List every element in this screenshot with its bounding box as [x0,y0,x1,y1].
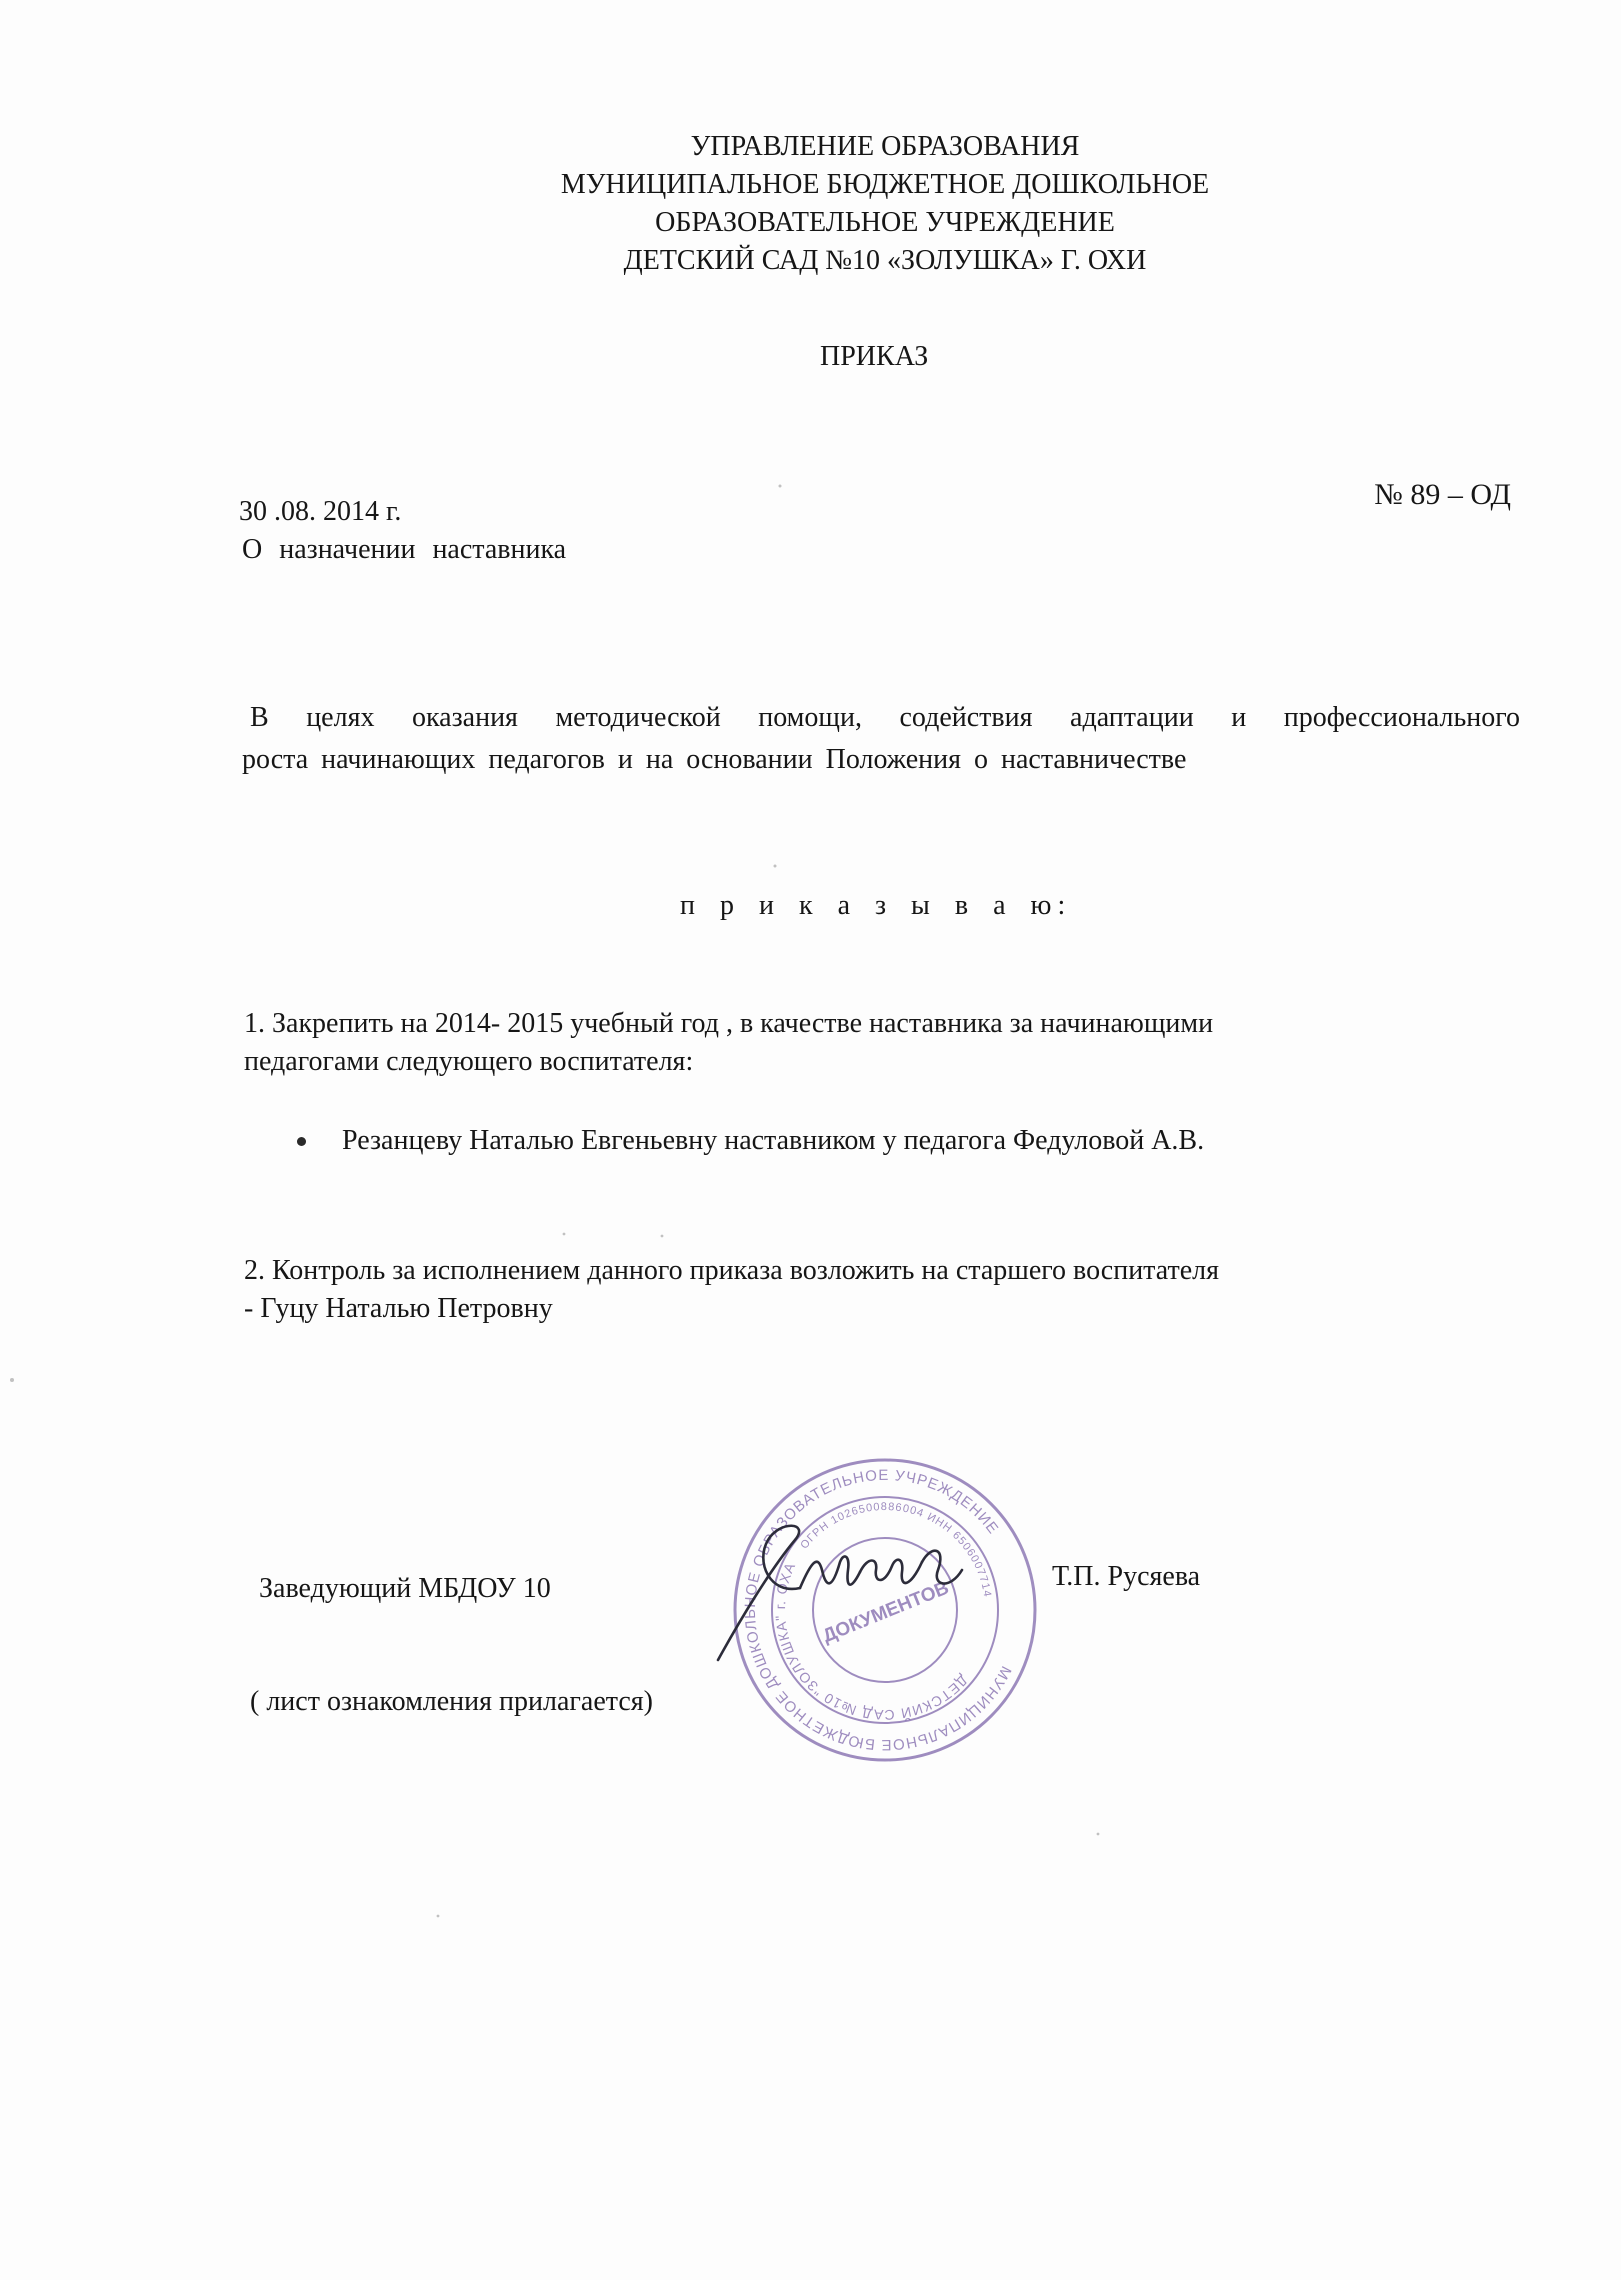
header-line-1: УПРАВЛЕНИЕ ОБРАЗОВАНИЯ [690,131,1080,162]
signatory-title: Заведующий МБДОУ 10 [259,1573,551,1604]
seal-center-text: ДОКУМЕНТОВ [819,1577,953,1648]
bullet-icon [297,1137,306,1146]
preamble [242,697,1520,781]
header-line-2: МУНИЦИПАЛЬНОЕ БЮДЖЕТНОЕ ДОШКОЛЬНОЕ [560,169,1210,200]
order-item-1-line-1: 1. Закрепить на 2014- 2015 учебный год , в качестве наставника за начинающими [244,1008,1214,1039]
document-subject: О назначении наставника [242,534,567,565]
order-verb: п р и к а з ы в а ю: [680,890,1072,921]
seal-outer-text: МУНИЦИПАЛЬНОЕ БЮДЖЕТНОЕ ДОШКОЛЬНОЕ ОБРАЗОВАТЕЛЬНОЕ УЧРЕЖДЕНИЕ [741,1466,1015,1754]
order-item-2-line-2: - Гуцу Наталью Петровну [244,1293,553,1324]
seal-inner-text: ДЕТСКИЙ САД №10 "ЗОЛУШКА" г. ОХА [771,1559,972,1724]
order-item-1 [244,1005,1444,1081]
attachment-note: ( лист ознакомления прилагается) [250,1686,653,1717]
document-header [460,128,1310,280]
order-item-2 [244,1252,1544,1328]
document-date: 30 .08. 2014 г. [239,496,402,527]
order-item-1-line-2: педагогами следующего воспитателя: [244,1046,694,1077]
seal-ogrn-text: ОГРН 1026500886004 ИНН 6506007714 [798,1500,994,1599]
signatory-name: Т.П. Русяева [1052,1561,1201,1592]
list-item-text: Резанцеву Наталью Евгеньевну наставником у педагога Федуловой А.В. [342,1125,1205,1156]
document-number: № 89 – ОД [1374,478,1511,511]
list-item [297,1125,1204,1157]
preamble-line-2: роста начинающих педагогов и на основании Положения о наставничестве [242,744,1187,775]
signature-mark [700,1500,1000,1670]
order-item-2-line-1: 2. Контроль за исполнением данного приказа возложить на старшего воспитателя [244,1255,1219,1286]
header-line-3: ОБРАЗОВАТЕЛЬНОЕ УЧРЕЖДЕНИЕ [655,207,1115,238]
document-type: ПРИКАЗ [820,341,929,372]
preamble-line-1: В целях оказания методической помощи, содействия адаптации и профессионального [250,702,1520,733]
header-line-4: ДЕТСКИЙ САД №10 «ЗОЛУШКА» Г. ОХИ [623,245,1147,276]
